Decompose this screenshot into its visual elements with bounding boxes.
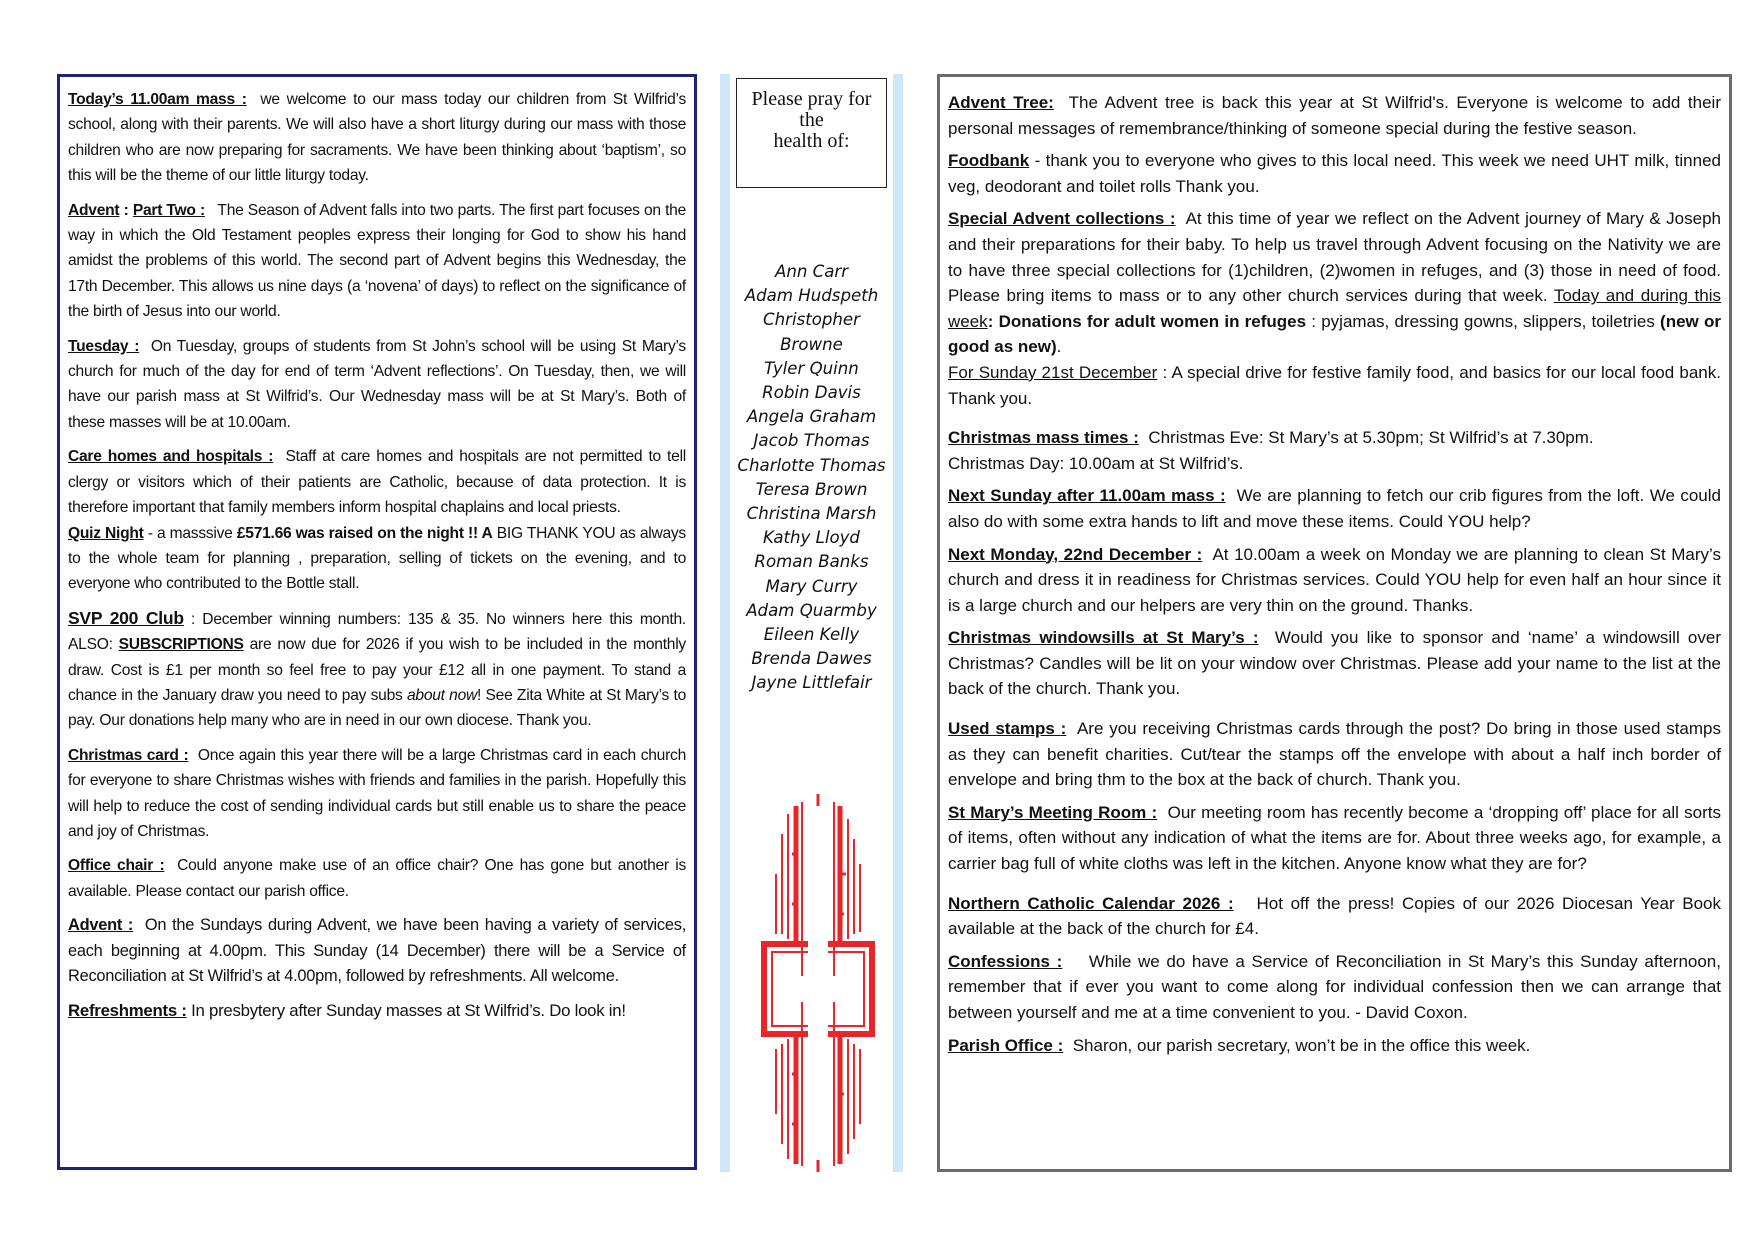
notice-text: : pyjamas, dressing gowns, slippers, toiletries (1306, 311, 1661, 331)
prayer-names-list (730, 260, 893, 696)
prayer-name: Charlotte Thomas (737, 455, 886, 475)
prayer-heading-line: the (799, 109, 824, 131)
notice-mass-times (948, 425, 1721, 476)
prayer-name: Brenda Dawes (751, 649, 872, 669)
notice-text: . (1056, 337, 1062, 357)
notice-heading: Foodbank (948, 151, 1030, 171)
notice-text: - thank you to everyone who gives to this local need. This week we need UHT milk, tinned veg, deodorant and toilet rolls Thank you. (948, 151, 1721, 196)
notice-heading-separator: : (119, 201, 133, 219)
notice-heading: Today’s 11.00am mass : (68, 91, 247, 108)
notice-underlined-text: Today and during this week (948, 286, 1722, 331)
notice-bold-text: £571.66 was raised on the night !! A (236, 524, 493, 542)
notice-heading: Next Sunday after 11.00am mass : (948, 486, 1226, 506)
notice-underlined-text: For Sunday 21st December (948, 362, 1158, 382)
notice-todays-mass (68, 87, 686, 189)
notice-text: are now due for 2026 if you wish to be included in the monthly draw. Cost is £1 per month so feel free to pay your £12 all in one payment. To stand a chance in the January draw you need to pay subs (68, 636, 686, 704)
notice-foodbank (948, 148, 1721, 199)
notice-text: At 10.00am a week on Monday we are planning to clean St Mary’s church and dress it in readiness for Christmas services. Could YOU help for even half an hour since it is a large church and our helpers are very thin on the ground. Thanks. (948, 544, 1721, 615)
prayer-name: Tyler Quinn (764, 358, 859, 378)
notice-text: Christmas Day: 10.00am at St Wilfrid’s. (948, 453, 1244, 473)
notice-italic-text: about now (406, 686, 478, 704)
notice-colon: : (987, 311, 999, 331)
prayer-heading-box (736, 78, 887, 188)
notice-heading: Quiz Night (68, 524, 144, 542)
notice-refreshments (68, 998, 686, 1023)
notice-text: At this time of year we reflect on the Advent journey of Mary & Joseph and their preparations for their baby. To help us travel through Advent focusing on the Nativity we are to have three special collections for (1)children, (2)women in refuges, and (3) those in need of food. Please bring items to mass or to any other church services during that week. (948, 209, 1721, 306)
notice-office-chair (68, 853, 686, 904)
prayer-name: Kathy Lloyd (763, 528, 860, 548)
notice-svp-club (68, 606, 686, 734)
notice-text: Hot off the press! Copies of our 2026 Diocesan Year Book available at the back of the church for £4. (948, 893, 1721, 939)
prayer-name: Jayne Littlefair (751, 673, 872, 693)
notice-text: Once again this year there will be a large Christmas card in each church for everyone to share Christmas wishes with friends and families in the parish. Hopefully this will help to reduce the cost of sending individual cards but still enable us to share the peace and joy of Christmas. (68, 746, 687, 840)
notice-tuesday (68, 334, 686, 436)
notice-heading: Tuesday : (68, 337, 140, 355)
notice-text: Christmas Eve: St Mary’s at 5.30pm; St Wilfrid’s at 7.30pm. (1148, 428, 1594, 448)
notice-heading: Christmas windowsills at St Mary’s : (948, 628, 1259, 648)
notice-text: In presbytery after Sunday masses at St Wilfrid’s. Do look in! (191, 1001, 626, 1021)
prayer-name: Christina Marsh (746, 504, 877, 524)
notice-subheading: SUBSCRIPTIONS (118, 636, 244, 654)
red-cross-icon (758, 794, 878, 1172)
notice-heading: Confessions : (948, 951, 1063, 971)
notice-care-homes (68, 444, 686, 520)
notice-heading: Special Advent collections : (948, 209, 1176, 229)
notice-text: The Season of Advent falls into two parts. The first part focuses on the way in which the Old Testament peoples express their longing for God to show his hand amidst the problems of this world. The second part of Advent begins this Wednesday, the 17th December. This allows us nine days (a ‘novena’ of days) to reflect on the significance of the birth of Jesus into our world. (68, 201, 686, 321)
notice-text: On Tuesday, groups of students from St John’s school will be using St Mary’s church for much of the day for end of term ‘Advent reflections’. On Tuesday, then, we will have our parish mass at St Wilfrid’s. Our Wednesday mass will be at St Mary’s. Both of these masses will be at 10.00am. (68, 337, 686, 431)
notice-heading: Next Monday, 22nd December : (948, 544, 1203, 564)
notice-heading: Christmas card : (68, 746, 189, 764)
notice-text: : A special drive for festive family food, and basics for our local food bank. Thank you. (948, 362, 1721, 408)
notice-heading: Advent (68, 201, 120, 219)
prayer-name: Robin Davis (762, 383, 861, 403)
notice-calendar (948, 891, 1721, 942)
notice-heading: Used stamps : (948, 719, 1067, 739)
notice-text: Could anyone make use of an office chair? One has gone but another is available. Please contact our parish office. (68, 857, 686, 900)
notice-heading: Northern Catholic Calendar 2026 : (948, 893, 1234, 913)
notice-text: we welcome to our mass today our children from St Wilfrid’s school, along with their parents. We will also have a short liturgy during our mass with those children who are now preparing for sacraments. We have been thinking about ‘baptism’, so this will be the theme of our little liturgy today. (68, 91, 686, 185)
prayer-name: Teresa Brown (755, 479, 868, 499)
left-notices-panel (57, 74, 697, 1170)
notice-confessions (948, 949, 1721, 1026)
right-notices-panel (937, 74, 1732, 1172)
prayer-name: Jacob Thomas (753, 431, 870, 451)
notice-parish-office (948, 1033, 1721, 1059)
notice-heading: Care homes and hospitals : (68, 448, 274, 466)
notice-advent-part-two (68, 198, 686, 325)
prayer-list-inner (730, 74, 893, 1172)
prayer-name: Ann Carr (774, 262, 849, 281)
notice-next-sunday (948, 483, 1721, 534)
notice-text: Our meeting room has recently become a ‘dropping off’ place for all sorts of items, often without any indication of what the items are for. About three weeks ago, for example, a carrier bag full of white cloths was left in the kitchen. Anyone know what they are for? (948, 802, 1722, 874)
notice-text: On the Sundays during Advent, we have been having a variety of services, each beginning at 4.00pm. This Sunday (14 December) there will be a Service of Reconciliation at St Wilfrid’s at 4.00pm, followed by refreshments. All welcome. (68, 916, 686, 985)
notice-windowsills (948, 625, 1721, 702)
prayer-name: Adam Quarmby (746, 600, 877, 620)
prayer-heading-line: Please pray for (751, 88, 872, 110)
prayer-name: Mary Curry (765, 576, 858, 596)
prayer-name: Browne (780, 334, 843, 354)
prayer-name: Adam Hudspeth (744, 286, 879, 306)
notice-text: Would you like to sponsor and ‘name’ a windowsill over Christmas? Candles will be lit on your window over Christmas. Please add your name to the list at the back of the church. Thank you. (948, 628, 1721, 699)
prayer-name: Christopher (763, 310, 860, 330)
notice-text: - a masssive (143, 524, 237, 542)
notice-christmas-card (68, 743, 686, 845)
notice-text: : December winning numbers: 135 & 35. No winners here this month. ALSO: (68, 610, 686, 654)
notice-advent-services (68, 913, 686, 989)
notice-meeting-room (948, 800, 1721, 877)
notice-sunday-drive (948, 360, 1721, 411)
prayer-name: Angela Graham (746, 407, 877, 427)
notice-heading: Refreshments : (68, 1001, 187, 1021)
notice-bold-text: Donations for adult women in refuges (998, 311, 1307, 331)
notice-text: Are you receiving Christmas cards through the post? Do bring in those used stamps as they can benefit charities. Cut/tear the stamps off the envelope with about a half inch border of envelope and bring thm to the box at the back of church. Thank you. (948, 719, 1722, 790)
notice-text: Staff at care homes and hospitals are not permitted to tell clergy or visitors which of their patients are Catholic, because of data protection. It is therefore important that family members inform hospital chaplains and local priests. (68, 448, 686, 517)
notice-text: ! See Zita White at St Mary’s to pay. Our donations help many who are in need in our own diocese. Thank you. (68, 686, 686, 730)
notice-heading: Parish Office : (948, 1035, 1064, 1055)
prayer-name: Eileen Kelly (763, 625, 860, 645)
notice-text: We are planning to fetch our crib figures from the loft. We could also do with some extra hands to lift and move these items. Could YOU help? (948, 486, 1721, 531)
notice-text: Sharon, our parish secretary, won’t be in the office this week. (1072, 1035, 1531, 1055)
notice-next-monday (948, 542, 1721, 619)
notice-heading: SVP 200 Club (68, 607, 184, 628)
notice-special-collections (948, 206, 1721, 360)
notice-text: The Advent tree is back this year at St Wilfrid's. Everyone is welcome to add their personal messages of remembrance/thinking of someone special during the festive season. (948, 93, 1721, 138)
notice-advent-tree (948, 90, 1721, 141)
notice-text: While we do have a Service of Reconciliation in St Mary’s this Sunday afternoon, remember that if ever you want to come along for individual confession then we can arrange that between yourself and me at a time convenient to you. - David Coxon. (948, 951, 1721, 1022)
notice-text: BIG THANK YOU as always to the whole team for planning , preparation, selling of tickets on the evening, and to everyone who contributed to the Bottle stall. (68, 524, 686, 593)
notice-used-stamps (948, 716, 1721, 793)
notice-bold-text: (new or good as new) (948, 311, 1721, 357)
notice-heading: St Mary’s Meeting Room : (948, 802, 1158, 822)
notice-heading: Office chair : (68, 857, 165, 875)
notice-heading: Advent : (68, 916, 134, 935)
prayer-heading-line: health of: (773, 130, 850, 152)
prayer-name: Roman Banks (754, 552, 869, 572)
notice-quiz-night (68, 521, 686, 597)
notice-heading: Christmas mass times : (948, 428, 1139, 448)
notice-heading: Advent Tree: (948, 93, 1054, 112)
prayer-list-panel (720, 74, 903, 1172)
notice-heading: Part Two : (132, 201, 205, 219)
